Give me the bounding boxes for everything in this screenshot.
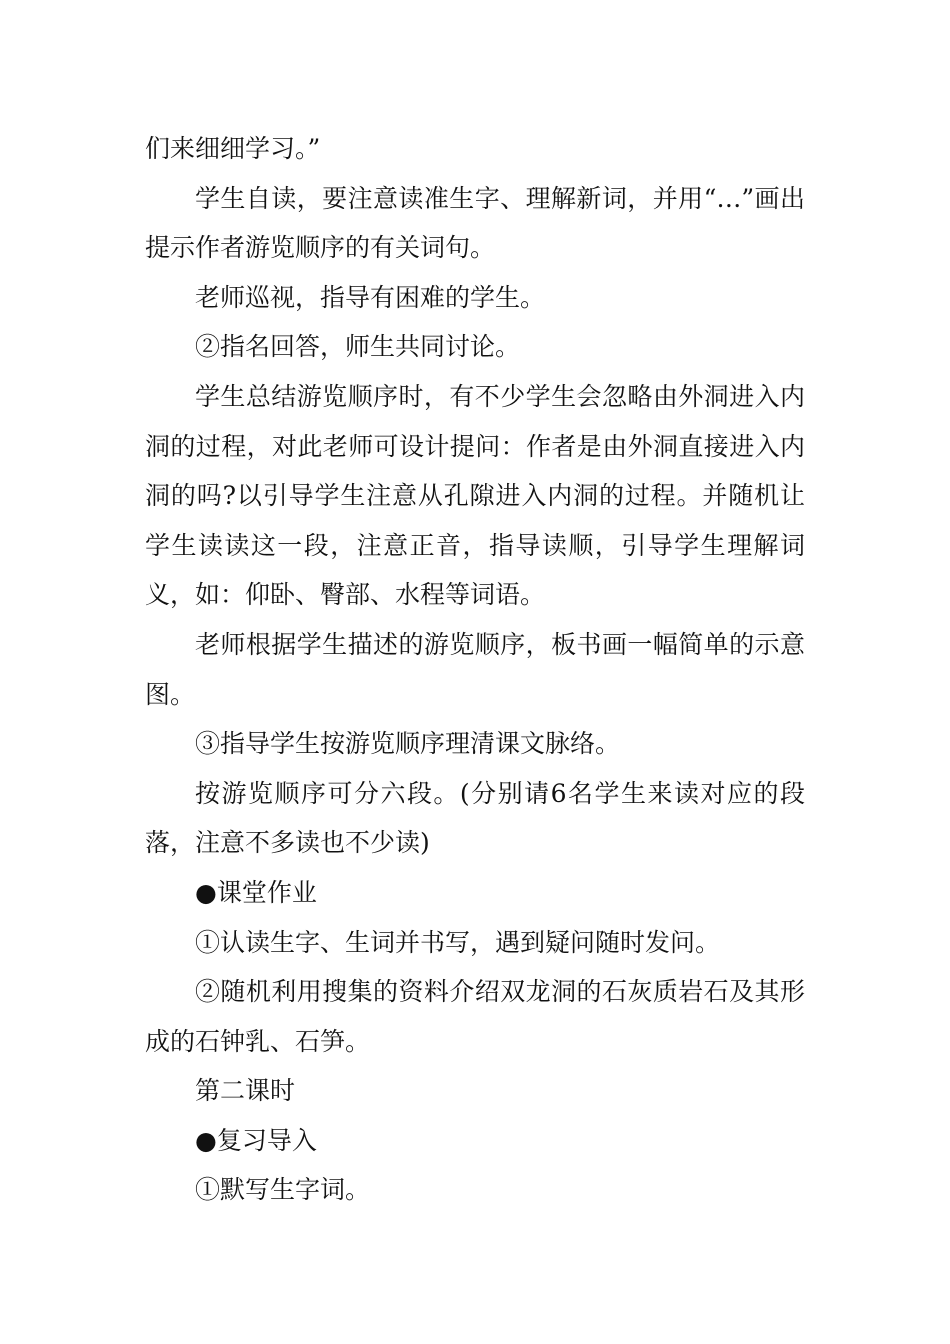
classwork-item-1: ①认读生字、生词并书写，遇到疑问随时发问。 (195, 927, 721, 957)
paragraph-board-diagram: 老师根据学生描述的游览顺序，板书画一幅简单的示意图。 (145, 629, 805, 709)
paragraph-continuation: 们来细细学习。” (145, 134, 321, 163)
paragraph-step-3: ③指导学生按游览顺序理清课文脉络。 (195, 729, 621, 759)
heading-classwork: ●课堂作业 (195, 877, 317, 907)
review-item-1: ①默写生字词。 (195, 1175, 371, 1205)
heading-review-intro: ●复习导入 (195, 1125, 317, 1155)
document-body (145, 124, 805, 1215)
paragraph-six-sections: 按游览顺序可分六段。(分别请6名学生来读对应的段落，注意不多读也不少读) (145, 778, 805, 858)
paragraph-step-2: ②指名回答，师生共同讨论。 (195, 332, 521, 362)
paragraph-summary-order: 学生总结游览顺序时，有不少学生会忽略由外洞进入内洞的过程，对此老师可设计提问：作者是由外洞直接进入内洞的吗?以引导学生注意从孔隙进入内洞的过程。并随机让学生读读这一段，注意正音，指导读顺，引导学生理解词义，如：仰卧、臀部、水程等词语。 (145, 381, 805, 610)
heading-second-lesson: 第二课时 (195, 1076, 296, 1106)
paragraph-self-reading: 学生自读，要注意读准生字、理解新词，并用“…”画出提示作者游览顺序的有关词句。 (145, 183, 805, 263)
paragraph-teacher-patrol: 老师巡视，指导有困难的学生。 (195, 282, 546, 312)
classwork-item-2: ②随机利用搜集的资料介绍双龙洞的石灰质岩石及其形成的石钟乳、石笋。 (145, 977, 805, 1056)
